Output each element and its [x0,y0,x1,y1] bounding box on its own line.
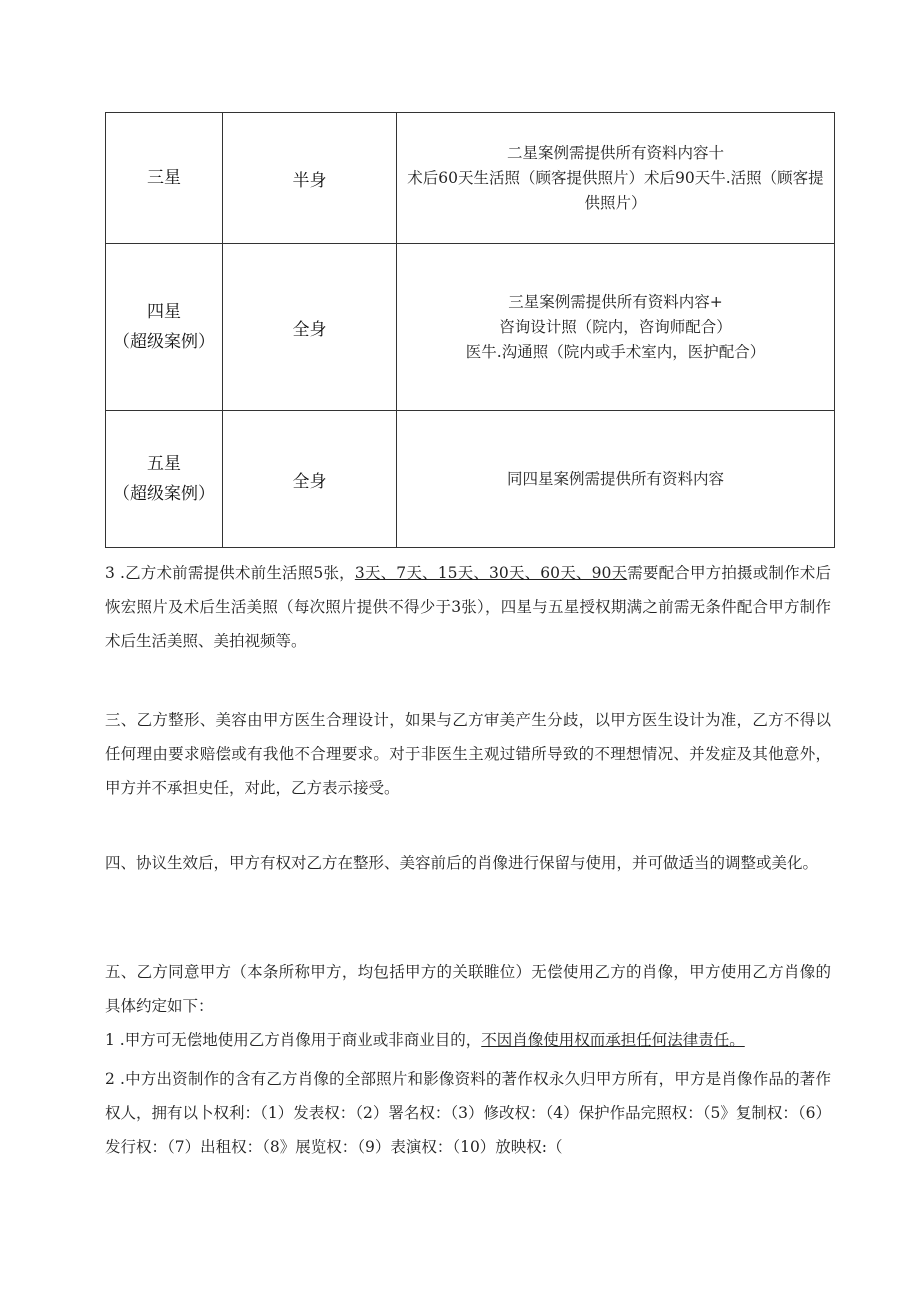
star-level-cell [106,113,223,244]
star-note: （超级案例） [113,332,215,352]
star-level-cell [106,411,223,548]
requirement-line: 二星案例需提供所有资料内容十 [506,143,724,162]
star-note: （超级案例） [113,484,215,504]
star-level: 五星 [147,454,181,474]
requirement-line: 三星案例需提供所有资料内容+ [508,292,723,311]
item-number: 1 [105,1031,115,1049]
clause-text: 需要配合甲方拍摄或制作术后恢宏照片及术后生活美照（每次照片提供不得少于3张），四星与五星授权期满之前需无条件配合甲方制作术后生活美照、美拍视频等。 [105,564,831,650]
body-range: 全身 [292,471,327,492]
clause-3-paragraph [105,556,831,658]
section-5-intro: 五、乙方同意甲方（本条所称甲方，均包括甲方的关联睢位）无偿使用乙方的肖像，甲方使用乙方肖像的具体约定如下： [105,963,831,1015]
table-row [106,244,835,411]
body-range-cell [223,113,397,244]
case-level-table [105,112,835,548]
body-range-cell [223,244,397,411]
requirements-cell [397,411,835,548]
section-4-paragraph: 四、协议生效后，甲方有权对乙方在整形、美容前后的肖像进行保留与使用，并可做适当的调整或美化。 [105,854,819,872]
body-range-cell [223,411,397,548]
requirement-line: 医牛.沟通照（院内或手术室内，医护配合） [465,342,766,361]
clause-text: .乙方术前需提供术前生活照5张， [114,564,355,582]
body-range: 半身 [292,170,327,191]
section-5-item-2 [105,1062,831,1164]
table-row [106,411,835,548]
star-level-cell [106,244,223,411]
table-row [106,113,835,244]
section-5-item-1 [105,1023,831,1057]
requirements-cell [397,244,835,411]
underlined-liability-text: 不因肖像使用权而承担任何法律责任。 [481,1031,745,1049]
star-level: 四星 [147,302,181,322]
star-level: 三星 [147,168,181,188]
item-text: .甲方可无偿地使用乙方肖像用于商业或非商业目的， [114,1031,482,1049]
requirements-cell [397,113,835,244]
body-range: 全身 [292,319,327,340]
requirement-line: 同四星案例需提供所有资料内容 [506,469,724,488]
clause-number: 3 [105,564,115,582]
section-3-paragraph: 三、乙方整形、美容由甲方医生合理设计，如果与乙方审美产生分歧，以甲方医生设计为准，乙方不得以任何理由要求赔偿或有我他不合理要求。对于非医生主观过错所导致的不理想情况、并发症及其他意外，甲方并不承担史任，对此，乙方表示接受。 [105,711,831,797]
item-number: 2 [105,1070,115,1088]
requirement-line: 咨询设计照（院内，咨询师配合） [499,317,732,336]
requirement-line: 术后60天生活照（顾客提供照片）术后90天牛.活照（顾客提供照片） [407,168,824,212]
underlined-days: 3天、7天、15天、30天、60天、90天 [354,564,628,582]
item-text: .中方出资制作的含有乙方肖像的全部照片和影像资料的著作权永久归甲方所有，甲方是肖像作品的著作权人，拥有以卜权利：（1）发表权：（2）署名权：（3）修改权：（4）保护作品完照权：（5》复制权：（6）发行权：（7）出租权：（8》展览权：（9）表演权：（10）放映权:（ [105,1070,831,1156]
